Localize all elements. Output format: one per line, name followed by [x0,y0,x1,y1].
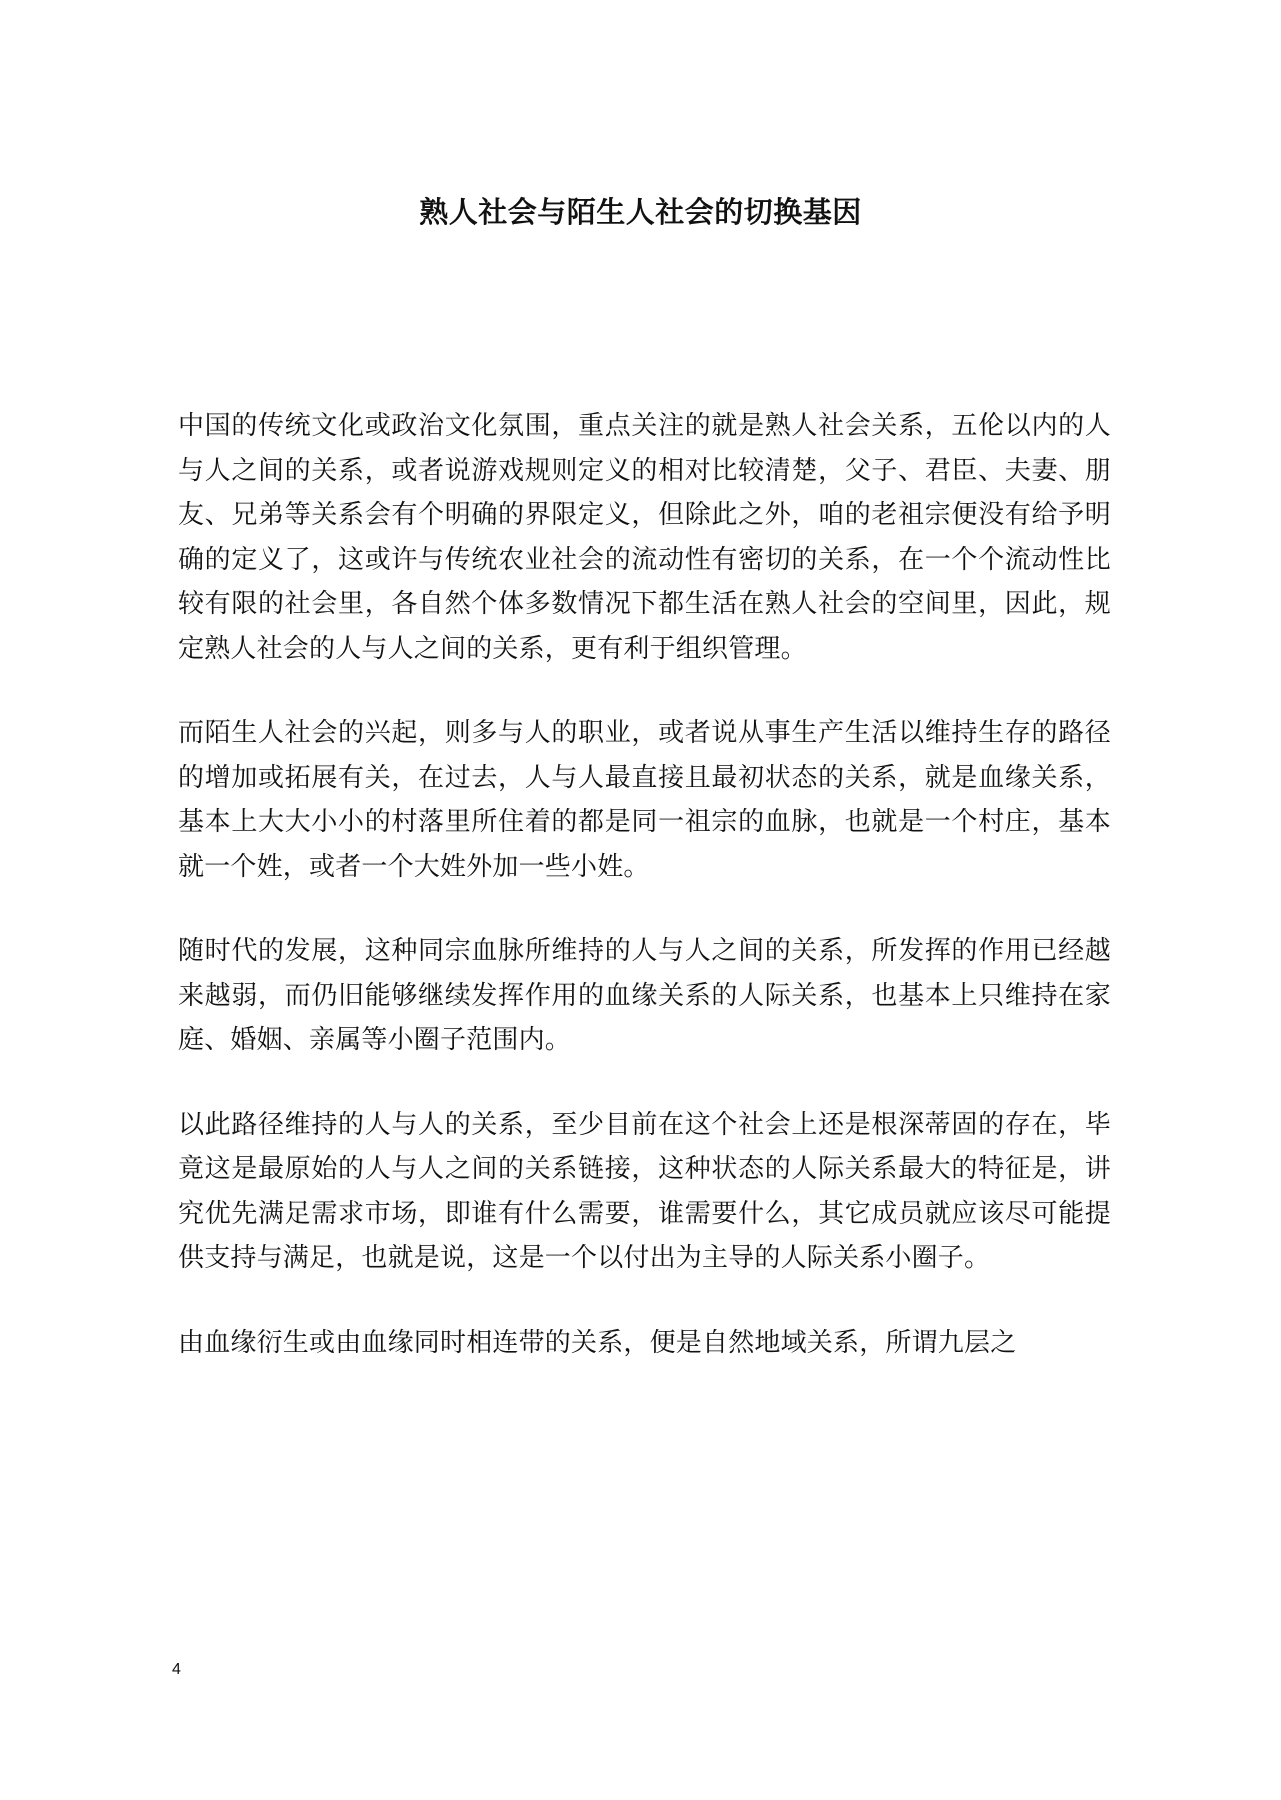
paragraph-2: 而陌生人社会的兴起，则多与人的职业，或者说从事生产生活以维持生存的路径的增加或拓展有关，在过去，人与人最直接且最初状态的关系，就是血缘关系，基本上大大小小的村落里所住着的都是同一祖宗的血脉，也就是一个村庄，基本就一个姓，或者一个大姓外加一些小姓。 [178,718,1111,882]
page-number: 4 [172,1661,181,1678]
paragraph-3: 随时代的发展，这种同宗血脉所维持的人与人之间的关系，所发挥的作用已经越来越弱，而仍旧能够继续发挥作用的血缘关系的人际关系，也基本上只维持在家庭、婚姻、亲属等小圈子范围内。 [178,936,1111,1055]
paragraph-4: 以此路径维持的人与人的关系，至少目前在这个社会上还是根深蒂固的存在，毕竟这是最原始的人与人之间的关系链接，这种状态的人际关系最大的特征是，讲究优先满足需求市场，即谁有什么需要，谁需要什么，其它成员就应该尽可能提供支持与满足，也就是说，这是一个以付出为主导的人际关系小圈子。 [178,1109,1111,1273]
body-text [178,404,1111,1405]
paragraph-5: 由血缘衍生或由血缘同时相连带的关系，便是自然地域关系，所谓九层之 [178,1327,1017,1358]
paragraph-1: 中国的传统文化或政治文化氛围，重点关注的就是熟人社会关系，五伦以内的人与人之间的关系，或者说游戏规则定义的相对比较清楚，父子、君臣、夫妻、朋友、兄弟等关系会有个明确的界限定义，但除此之外，咱的老祖宗便没有给予明确的定义了，这或许与传统农业社会的流动性有密切的关系，在一个个流动性比较有限的社会里，各自然个体多数情况下都生活在熟人社会的空间里，因此，规定熟人社会的人与人之间的关系，更有利于组织管理。 [178,411,1111,664]
page-title: 熟人社会与陌生人社会的切换基因 [419,195,862,229]
